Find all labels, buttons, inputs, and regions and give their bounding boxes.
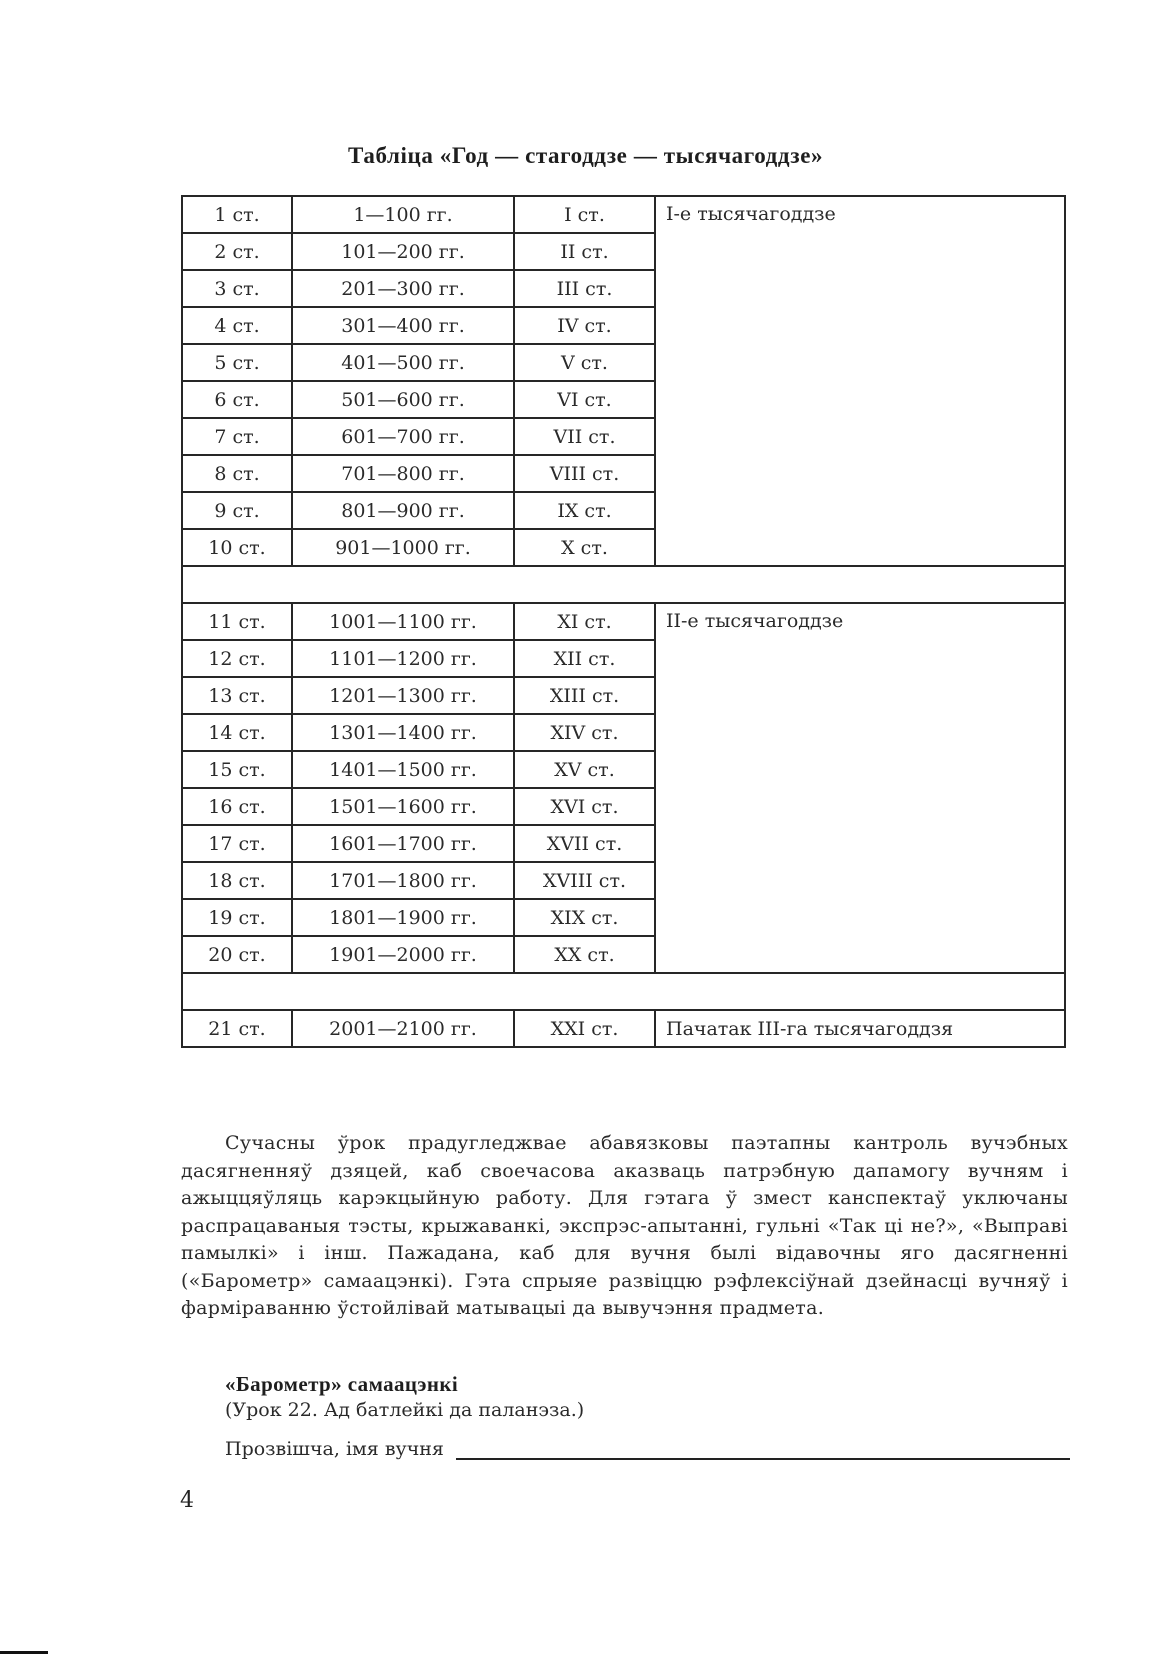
separator-row xyxy=(182,973,1065,1010)
separator-cell xyxy=(182,973,1065,1010)
cell-century: 14 ст. xyxy=(182,714,292,751)
cell-years: 301—400 гг. xyxy=(292,307,514,344)
cell-years: 101—200 гг. xyxy=(292,233,514,270)
cell-millennium: I-е тысячагоддзе xyxy=(655,196,1065,566)
cell-roman: V ст. xyxy=(514,344,655,381)
lesson-caption: (Урок 22. Ад батлейкі да паланэза.) xyxy=(225,1399,585,1421)
cell-years: 1—100 гг. xyxy=(292,196,514,233)
cell-years: 1801—1900 гг. xyxy=(292,899,514,936)
student-name-row xyxy=(225,1436,1070,1460)
cell-century: 2 ст. xyxy=(182,233,292,270)
cell-century: 8 ст. xyxy=(182,455,292,492)
cell-years: 901—1000 гг. xyxy=(292,529,514,566)
cell-century: 18 ст. xyxy=(182,862,292,899)
cell-roman: IX ст. xyxy=(514,492,655,529)
cell-years: 1701—1800 гг. xyxy=(292,862,514,899)
table-row xyxy=(182,196,1065,233)
cell-roman: XI ст. xyxy=(514,603,655,640)
cell-years: 1301—1400 гг. xyxy=(292,714,514,751)
cell-roman: XVI ст. xyxy=(514,788,655,825)
cell-roman: VIII ст. xyxy=(514,455,655,492)
cell-roman: XVIII ст. xyxy=(514,862,655,899)
cell-years: 1101—1200 гг. xyxy=(292,640,514,677)
separator-cell xyxy=(182,566,1065,603)
cell-century: 20 ст. xyxy=(182,936,292,973)
cell-century: 21 ст. xyxy=(182,1010,292,1047)
table-row xyxy=(182,603,1065,640)
student-name-label: Прозвішча, імя вучня xyxy=(225,1438,444,1460)
cell-roman: I ст. xyxy=(514,196,655,233)
cell-roman: II ст. xyxy=(514,233,655,270)
student-name-blank-line[interactable] xyxy=(456,1436,1070,1460)
cell-years: 1201—1300 гг. xyxy=(292,677,514,714)
page-number: 4 xyxy=(180,1488,194,1513)
barometer-heading: «Барометр» самаацэнкі xyxy=(225,1372,459,1396)
cell-century: 19 ст. xyxy=(182,899,292,936)
cell-century: 6 ст. xyxy=(182,381,292,418)
table-title: Табліца «Год — стагоддзе — тысячагоддзе» xyxy=(348,143,824,168)
cell-roman: VI ст. xyxy=(514,381,655,418)
cell-roman: XIV ст. xyxy=(514,714,655,751)
cell-roman: XII ст. xyxy=(514,640,655,677)
cell-years: 1901—2000 гг. xyxy=(292,936,514,973)
cell-century: 7 ст. xyxy=(182,418,292,455)
cell-century: 1 ст. xyxy=(182,196,292,233)
cell-years: 401—500 гг. xyxy=(292,344,514,381)
cell-century: 9 ст. xyxy=(182,492,292,529)
cell-century: 12 ст. xyxy=(182,640,292,677)
cell-century: 4 ст. xyxy=(182,307,292,344)
cell-century: 3 ст. xyxy=(182,270,292,307)
cell-roman: III ст. xyxy=(514,270,655,307)
cell-millennium: II-е тысячагоддзе xyxy=(655,603,1065,973)
cell-century: 11 ст. xyxy=(182,603,292,640)
cell-roman: XXI ст. xyxy=(514,1010,655,1047)
cell-years: 1401—1500 гг. xyxy=(292,751,514,788)
body-paragraph: Сучасны ўрок прадугледжвае абавязковы паэтапны кантроль вучэбных дасягненняў дзяцей, каб своечасова аказваць патрэбную дапамогу вучням і ажыццяўляць карэкцыйную работу. Для гэтага ў змест канспектаў уключаны распрацаваныя тэсты, крыжаванкі, экспрэс-апытанні, гульні «Так ці не?», «Выправі памылкі» і інш. Пажадана, каб для вучня былі відавочны яго дасягненні («Барометр» самаацэнкі). Гэта спрыяе развіццю рэфлексіўнай дзейнасці вучняў і фарміраванню ўстойлівай матывацыі да вывучэння прадмета. xyxy=(181,1132,1068,1319)
cell-years: 701—800 гг. xyxy=(292,455,514,492)
cell-century: 15 ст. xyxy=(182,751,292,788)
table-row xyxy=(182,1010,1065,1047)
cell-century: 17 ст. xyxy=(182,825,292,862)
cell-years: 201—300 гг. xyxy=(292,270,514,307)
cell-roman: VII ст. xyxy=(514,418,655,455)
century-table-body xyxy=(182,196,1065,1047)
cell-years: 1001—1100 гг. xyxy=(292,603,514,640)
cell-roman: X ст. xyxy=(514,529,655,566)
cell-roman: XIX ст. xyxy=(514,899,655,936)
cell-years: 601—700 гг. xyxy=(292,418,514,455)
cell-years: 501—600 гг. xyxy=(292,381,514,418)
cell-century: 16 ст. xyxy=(182,788,292,825)
cell-roman: IV ст. xyxy=(514,307,655,344)
cell-years: 1501—1600 гг. xyxy=(292,788,514,825)
century-table xyxy=(181,195,1066,1048)
cell-years: 2001—2100 гг. xyxy=(292,1010,514,1047)
cell-years: 801—900 гг. xyxy=(292,492,514,529)
cell-roman: XV ст. xyxy=(514,751,655,788)
cell-century: 10 ст. xyxy=(182,529,292,566)
cell-roman: XX ст. xyxy=(514,936,655,973)
cell-century: 5 ст. xyxy=(182,344,292,381)
cell-roman: XVII ст. xyxy=(514,825,655,862)
cell-years: 1601—1700 гг. xyxy=(292,825,514,862)
separator-row xyxy=(182,566,1065,603)
cell-millennium: Пачатак III-га тысячагоддзя xyxy=(655,1010,1065,1047)
cell-roman: XIII ст. xyxy=(514,677,655,714)
cell-century: 13 ст. xyxy=(182,677,292,714)
